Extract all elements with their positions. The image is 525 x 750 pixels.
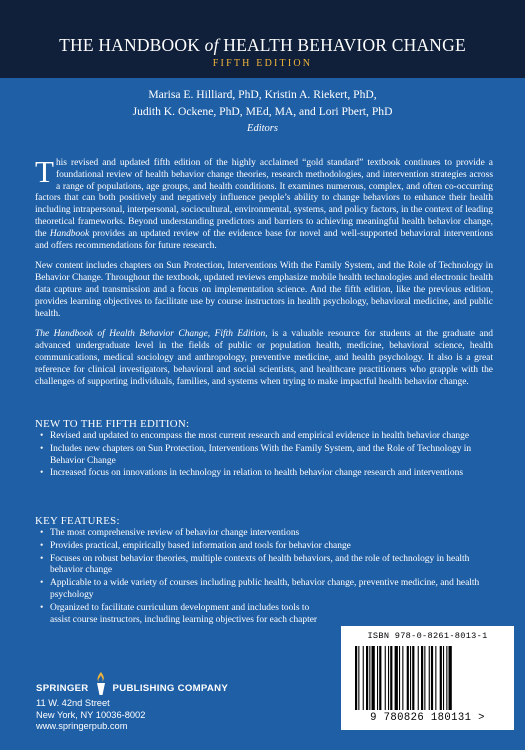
barcode-bar: [440, 646, 442, 710]
publisher-website: www.springerpub.com: [36, 721, 128, 731]
barcode-bar: [379, 646, 381, 710]
publisher-logo: [36, 679, 228, 697]
barcode-bar: [369, 646, 370, 710]
edition-label: FIFTH EDITION: [212, 58, 313, 69]
barcode-bar: [402, 646, 403, 710]
address-line-2: New York, NY 10036-8002: [36, 709, 146, 720]
barcode-bar: [388, 646, 389, 710]
isbn-text: ISBN 978-0-8261-8013-1: [367, 631, 488, 641]
barcode-bar: [358, 646, 359, 710]
book-title: THE HANDBOOK of HEALTH BEHAVIOR CHANGE: [59, 35, 466, 55]
list-item: • The most comprehensive review of behavior change interventions: [40, 528, 492, 540]
barcode-bar: [410, 646, 411, 710]
list-item: • Applicable to a wide variety of courses including public health, behavior change, preventive medicine, and health psychology: [40, 578, 480, 602]
key-features-heading: KEY FEATURES:: [35, 515, 120, 527]
barcode-bar: [390, 646, 392, 710]
barcode-bar: [366, 646, 368, 710]
barcode-bar: [407, 646, 409, 710]
list-item: • Organized to facilitate curriculum development and includes tools to assist course instructors, including learning objectives for each chapter: [40, 603, 325, 627]
editors-block: [0, 86, 525, 137]
editors-line-2: Judith K. Ockene, PhD, MEd, MA, and Lori Pbert, PhD: [132, 105, 393, 118]
description-paragraph-2: New content includes chapters on Sun Protection, Interventions With the Family System, and the Role of Technology in Behavior Change. Throughout the textbook, updated reviews emphasize mobile health technologies and electronic health data capture and transmission and a focus on implementation science. And the fifth edition, like the previous edition, provides learning objectives to facilitate use by course instructors in health psychology, behavioral medicine, and public health.: [35, 261, 493, 319]
barcode-bar: [385, 646, 386, 710]
barcode-bar: [449, 646, 452, 710]
barcode-bar: [418, 646, 419, 710]
list-item: • Revised and updated to encompass the most current research and empirical evidence in health behavior change: [40, 431, 492, 443]
list-item: • Increased focus on innovations in technology in relation to health behavior change research and interventions: [40, 468, 492, 480]
barcode-bar: [429, 646, 430, 710]
description-paragraph-3: The Handbook of Health Behavior Change, Fifth Edition, is a valuable resource for students at the graduate and advanced undergraduate level in the fields of public or population health, medicine, behavioral science, health communications, medical sociology and anthropology, preventive medicine, and health psychology. It also is a great reference for clinical investigators, behavioral and social scientists, and healthcare practitioners who grapple with the challenges of supporting individuals, families, and systems when trying to make impactful health behavior change.: [35, 329, 494, 387]
barcode-bar: [395, 646, 398, 710]
list-item: • Provides practical, empirically based information and tools for behavior change: [40, 541, 492, 553]
editors-line-1: Marisa E. Hilliard, PhD, Kristin A. Riekert, PhD,: [148, 88, 377, 101]
editors-label: Editors: [247, 123, 278, 134]
barcode-bar: [355, 646, 357, 710]
title-banner: [0, 0, 525, 78]
barcode-bar: [399, 646, 400, 710]
barcode-bar: [435, 646, 436, 710]
key-features-list: [40, 528, 492, 627]
list-item: • Includes new chapters on Sun Protection, Interventions With the Family System, and the Role of Technology in Behavior Change: [40, 444, 492, 468]
new-edition-heading: NEW TO THE FIFTH EDITION:: [35, 418, 190, 430]
torch-icon: [90, 671, 112, 697]
barcode-icon: [355, 646, 503, 710]
barcode-bar: [377, 646, 378, 710]
list-item: • Focuses on robust behavior theories, multiple contexts of health behaviors, and the role of technology in health behavior change: [40, 554, 480, 578]
drop-cap: T: [35, 154, 54, 189]
publisher-address: [36, 698, 145, 733]
publisher-name-left: SPRINGER: [36, 682, 89, 694]
barcode-bar: [443, 646, 444, 710]
publisher-name-right: PUBLISHING COMPANY: [112, 682, 229, 694]
barcode-bar: [446, 646, 447, 710]
barcode-bar: [431, 646, 433, 710]
barcode-number: 9 780826 180131 >: [370, 712, 485, 724]
new-edition-list: [40, 431, 492, 481]
barcode-bar: [363, 646, 364, 710]
barcode-bar: [424, 646, 425, 710]
barcode-bar: [421, 646, 423, 710]
description-paragraph-1: This revised and updated fifth edition of the highly acclaimed “gold standard” textbook continues to provide a foundational review of health behavior change theories, research methodologies, and intervention strategies across a range of populations, age groups, and health conditions. It examines numerous, complex, and often co-occurring factors that can both positively and negatively influence people’s ability to change behaviors to enhance their health including intrapersonal, interpersonal, sociocultural, environmental, systems, and policy factors, in the context of leading theoretical frameworks. Beyond understanding predictors and barriers to achieving meaningful health behavior change, the Handbook provides an updated review of the evidence base for novel and well-supported behavioral interventions and offers recommendations for future research.: [35, 154, 494, 251]
barcode-panel: [341, 626, 514, 730]
barcode-bar: [372, 646, 375, 710]
description: [35, 154, 494, 397]
address-line-1: 11 W. 42nd Street: [36, 698, 110, 708]
barcode-bar: [412, 646, 414, 710]
